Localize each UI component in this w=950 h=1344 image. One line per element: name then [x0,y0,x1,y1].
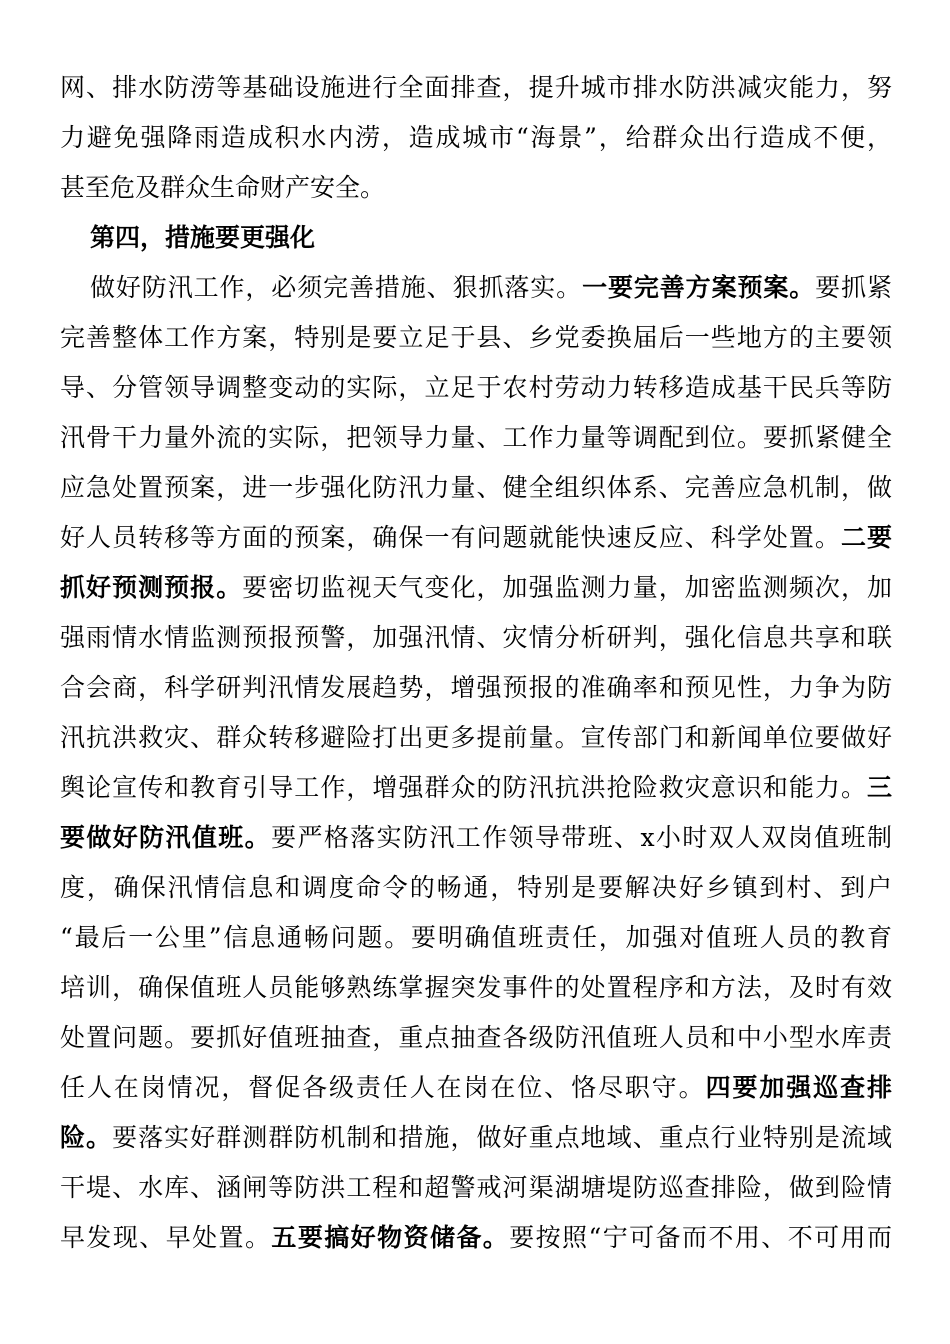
bold-lead-3a: 三 [866,773,892,802]
paragraph-line: 导、分管领导调整变动的实际，立足于农村劳动力转移造成基干民兵等防 [60,373,892,402]
paragraph-line [60,263,892,313]
paragraph-line [60,1213,892,1263]
bold-lead-5: 五要搞好物资储备。 [271,1223,510,1252]
paragraph-line [60,1113,892,1163]
paragraph-line: 力避免强降雨造成积水内涝，造成城市“海景”，给群众出行造成不便， [60,123,892,152]
line-text: 要密切监视天气变化，加强监测力量，加密监测频次，加 [242,573,892,602]
paragraph-line [60,513,892,563]
line-text: 要落实好群测群防机制和措施，做好重点地域、重点行业特别是流域 [112,1123,892,1152]
paragraph-line: 干堤、水库、涵闸等防洪工程和超警戒河渠湖塘堤防巡查排险，做到险情 [60,1173,892,1202]
section-heading: 第四，措施要更强化 [90,223,316,252]
paragraph-line: 强雨情水情监测预报预警，加强汛情、灾情分析研判，强化信息共享和联 [60,623,892,652]
line-text: 舆论宣传和教育引导工作，增强群众的防汛抗洪抢险救灾意识和能力。 [60,773,867,802]
paragraph-line: 处置问题。要抓好值班抽查，重点抽查各级防汛值班人员和中小型水库责 [60,1023,892,1052]
bold-lead-4b: 险。 [60,1123,113,1152]
line-text: 要抓紧 [815,273,892,302]
paragraph-line: 汛抗洪救灾、群众转移避险打出更多提前量。宣传部门和新闻单位要做好 [60,723,892,752]
paragraph-line [60,763,892,813]
line-text: 要严格落实防汛工作领导带班、x小时双人双岗值班制 [271,823,892,852]
paragraph-line: 网、排水防涝等基础设施进行全面排查，提升城市排水防洪减灾能力，努 [60,73,892,102]
paragraph-line: 度，确保汛情信息和调度命令的畅通，特别是要解决好乡镇到村、到户 [60,873,892,902]
line-text: 任人在岗情况，督促各级责任人在岗在位、恪尽职守。 [60,1073,706,1102]
paragraph-line [60,1063,892,1113]
line-text: 好人员转移等方面的预案，确保一有问题就能快速反应、科学处置。 [60,523,841,552]
paragraph-line: 甚至危及群众生命财产安全。 [60,173,386,202]
bold-lead-3b: 要做好防汛值班。 [60,823,272,852]
paragraph-line [60,563,892,613]
line-text: 做好防汛工作，必须完善措施、狠抓落实。 [90,273,583,302]
bold-lead-2b: 抓好预测预报。 [60,573,243,602]
bold-lead-2a: 二要 [840,523,892,552]
paragraph-line: “最后一公里”信息通畅问题。要明确值班责任，加强对值班人员的教育 [60,923,892,952]
paragraph-line: 汛骨干力量外流的实际，把领导力量、工作力量等调配到位。要抓紧健全 [60,423,892,452]
bold-lead-1: 一要完善方案预案。 [582,273,816,302]
line-text: 要按照“宁可备而不用、不可用而 [509,1223,892,1252]
bold-lead-4a: 四要加强巡查排 [705,1073,892,1102]
paragraph-line: 合会商，科学研判汛情发展趋势，增强预报的准确率和预见性，力争为防 [60,673,892,702]
paragraph-line [60,813,892,863]
paragraph-line: 培训，确保值班人员能够熟练掌握突发事件的处置程序和方法，及时有效 [60,973,892,1002]
paragraph-line: 应急处置预案，进一步强化防汛力量、健全组织体系、完善应急机制，做 [60,473,892,502]
paragraph-line: 完善整体工作方案，特别是要立足于县、乡党委换届后一些地方的主要领 [60,323,892,352]
line-text: 早发现、早处置。 [60,1223,272,1252]
